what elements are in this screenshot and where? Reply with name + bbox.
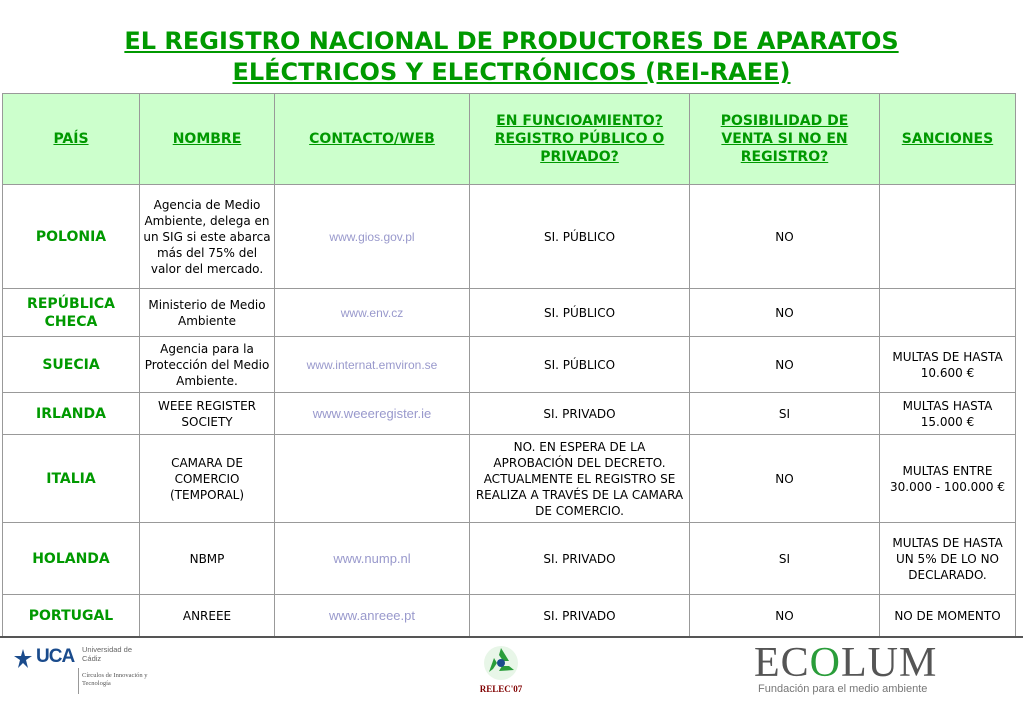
cell-sanciones — [880, 185, 1016, 289]
table-row — [3, 289, 1016, 337]
table-row — [3, 435, 1016, 523]
uca-subtitle: Círculos de Innovación y Tecnología — [82, 672, 148, 687]
cell-registro: NO. EN ESPERA DE LA APROBACIÓN DEL DECRETO. ACTUALMENTE EL REGISTRO SE REALIZA A TRAVÉS DE LA CAMARA DE COMERCIO. — [470, 435, 690, 523]
cell-venta: SI — [690, 393, 880, 435]
header-posibilidad: POSIBILIDAD DE VENTA SI NO EN REGISTRO? — [690, 94, 880, 185]
cell-sanciones: MULTAS ENTRE 30.000 - 100.000 € — [880, 435, 1016, 523]
table-row — [3, 337, 1016, 393]
ecolum-word-start: EC — [754, 640, 810, 686]
cell-pais: POLONIA — [3, 185, 140, 289]
uca-logo-text — [36, 646, 74, 668]
cell-pais: SUECIA — [3, 337, 140, 393]
cell-nombre: Agencia de Medio Ambiente, delega en un SIG si este abarca más del 75% del valor del mercado. — [140, 185, 275, 289]
cell-venta: NO — [690, 337, 880, 393]
uca-logo-letters: UCA — [36, 646, 75, 667]
cell-sanciones: MULTAS DE HASTA 10.600 € — [880, 337, 1016, 393]
cell-web-link[interactable]: www.anreee.pt — [275, 595, 470, 637]
header-contacto: CONTACTO/WEB — [275, 94, 470, 185]
table-row — [3, 595, 1016, 637]
cell-venta: NO — [690, 435, 880, 523]
cell-pais: IRLANDA — [3, 393, 140, 435]
recycle-icon — [481, 644, 521, 682]
cell-pais: REPÚBLICA CHECA — [3, 289, 140, 337]
ecolum-word-o: O — [809, 640, 842, 686]
cell-web-link — [275, 435, 470, 523]
cell-web-link[interactable]: www.gios.gov.pl — [275, 185, 470, 289]
cell-registro: SI. PRIVADO — [470, 523, 690, 595]
cell-web-link[interactable]: www.weeeregister.ie — [275, 393, 470, 435]
cell-sanciones: MULTAS DE HASTA UN 5% DE LO NO DECLARADO. — [880, 523, 1016, 595]
cell-nombre: Agencia para la Protección del Medio Ambiente. — [140, 337, 275, 393]
registry-table — [2, 93, 1016, 637]
relec-logo — [466, 644, 536, 700]
table-row — [3, 185, 1016, 289]
ecolum-logo — [754, 640, 984, 702]
header-pais: PAÍS — [3, 94, 140, 185]
uca-separator — [78, 668, 79, 694]
uca-logo — [12, 644, 152, 700]
header-funcionamiento: EN FUNCIOAMIENTO? REGISTRO PÚBLICO O PRIVADO? — [470, 94, 690, 185]
cell-nombre: WEEE REGISTER SOCIETY — [140, 393, 275, 435]
table-row — [3, 523, 1016, 595]
footer-divider — [0, 636, 1023, 638]
cell-nombre: Ministerio de Medio Ambiente — [140, 289, 275, 337]
cell-nombre: NBMP — [140, 523, 275, 595]
cell-sanciones: MULTAS HASTA 15.000 € — [880, 393, 1016, 435]
cell-web-link[interactable]: www.internat.emviron.se — [275, 337, 470, 393]
cell-registro: SI. PÚBLICO — [470, 185, 690, 289]
table-row — [3, 393, 1016, 435]
cell-pais: HOLANDA — [3, 523, 140, 595]
relec-label: RELEC'07 — [479, 684, 523, 694]
cell-registro: SI. PÚBLICO — [470, 337, 690, 393]
header-sanciones: SANCIONES — [880, 94, 1016, 185]
table-header-row — [3, 94, 1016, 185]
header-nombre: NOMBRE — [140, 94, 275, 185]
ecolum-wordmark — [754, 640, 937, 686]
cell-venta: SI — [690, 523, 880, 595]
cell-registro: SI. PRIVADO — [470, 393, 690, 435]
cell-web-link[interactable]: www.env.cz — [275, 289, 470, 337]
ecolum-word-end: LUM — [841, 640, 938, 686]
cell-pais: ITALIA — [3, 435, 140, 523]
cell-nombre: ANREEE — [140, 595, 275, 637]
cell-venta: NO — [690, 595, 880, 637]
cell-pais: PORTUGAL — [3, 595, 140, 637]
cell-nombre: CAMARA DE COMERCIO (TEMPORAL) — [140, 435, 275, 523]
uca-emblem-icon — [12, 648, 34, 670]
cell-sanciones — [880, 289, 1016, 337]
cell-venta: NO — [690, 185, 880, 289]
cell-web-link[interactable]: www.nump.nl — [275, 523, 470, 595]
ecolum-tagline: Fundación para el medio ambiente — [758, 683, 928, 695]
cell-venta: NO — [690, 289, 880, 337]
cell-registro: SI. PRIVADO — [470, 595, 690, 637]
cell-registro: SI. PÚBLICO — [470, 289, 690, 337]
page-title — [0, 26, 1023, 88]
title-line-1: EL REGISTRO NACIONAL DE PRODUCTORES DE APARATOS — [124, 27, 899, 55]
uca-university-name: Universidad de Cádiz — [82, 645, 133, 663]
title-line-2: ELÉCTRICOS Y ELECTRÓNICOS (REI-RAEE) — [232, 58, 791, 86]
cell-sanciones: NO DE MOMENTO — [880, 595, 1016, 637]
